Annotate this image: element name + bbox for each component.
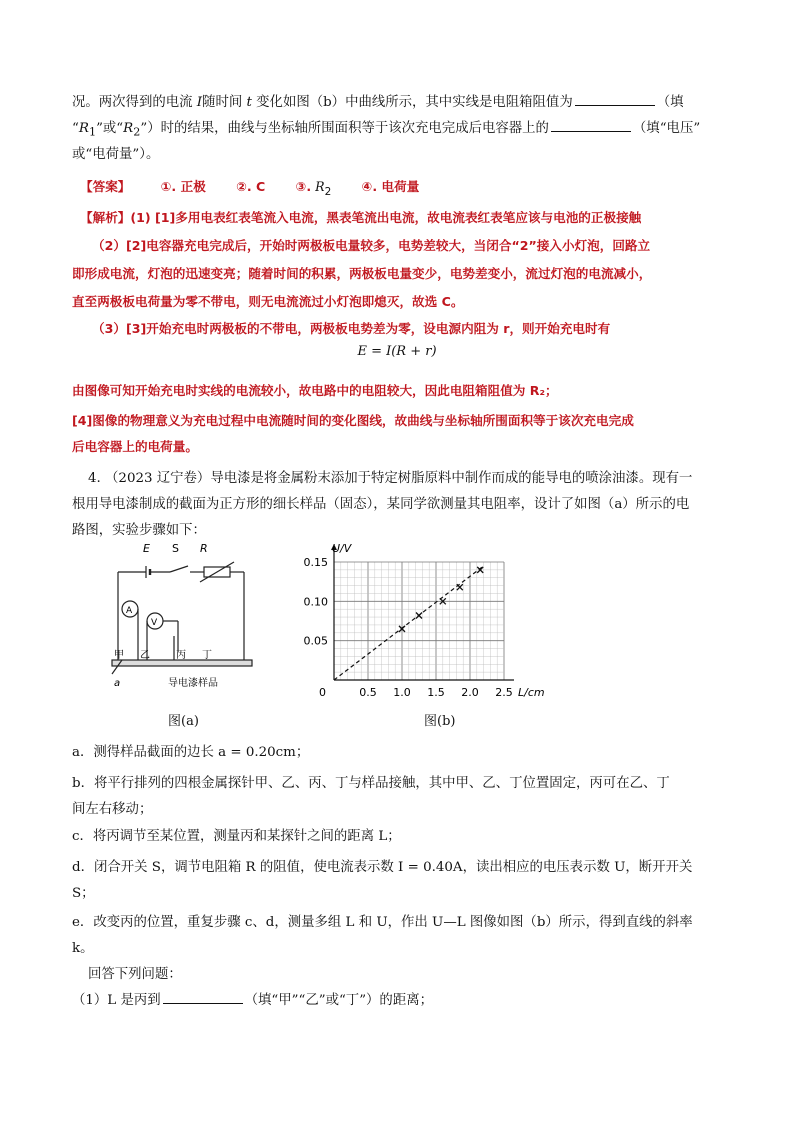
- question-line: 根用导电漆制成的截面为正方形的细长样品（固态），某同学欲测量其电阻率，设计了如图（a）所示的电: [72, 497, 690, 512]
- x-tick-label: 2.0: [461, 686, 479, 699]
- var-t: t: [246, 95, 252, 110]
- y-axis-label: U/V: [332, 542, 352, 555]
- answer-blank[interactable]: [163, 989, 243, 1004]
- step-e: e．改变丙的位置，重复步骤 c、d，测量多组 L 和 U，作出 U—L 图像如图（b）所示，得到直线的斜率: [72, 915, 693, 930]
- label-a: a: [114, 678, 121, 689]
- y-tick-label: 0.15: [303, 556, 328, 569]
- y-tick-label: 0.10: [303, 595, 328, 609]
- figure-a-caption: 图(a): [168, 714, 199, 729]
- question-line: 4. （2023 辽宁卷）导电漆是将金属粉末添加于特定树脂原料中制作而成的能导电的喷涂油漆。现有一: [88, 471, 693, 486]
- analysis-line: （3）[3]开始充电时两极板的不带电，两极板电势差为零，设电源内阻为 r，则开始充电时有: [92, 321, 611, 336]
- answer-blank[interactable]: [575, 91, 655, 106]
- step-e-cont: k。: [72, 941, 94, 956]
- analysis-line: 后电容器上的电荷量。: [72, 439, 198, 454]
- paragraph-line: 况。两次得到的电流 I随时间 t 变化如图（b）中曲线所示，其中实线是电阻箱阻值为 （填: [72, 90, 732, 116]
- step-a: a．测得样品截面的边长 a = 0.20cm；: [72, 745, 310, 760]
- analysis-line: 即形成电流，灯泡的迅速变亮；随着时间的积累，两极板电量变少，电势差变小，流过灯泡的电流减小，: [72, 266, 652, 281]
- origin-label: 0: [319, 686, 326, 699]
- probe-jia: 甲: [114, 650, 124, 661]
- analysis-line: （2）[2]电容器充电完成后，开始时两极板电量较多，电势差较大，当闭合“2”接入小灯泡，回路立: [92, 238, 651, 253]
- subquestion-1: （1）L 是丙到 （填“甲”“乙”或“丁”）的距离；: [72, 988, 732, 1014]
- x-axis-label: L/cm: [518, 686, 545, 699]
- step-b: b．将平行排列的四根金属探针甲、乙、丙、丁与样品接触，其中甲、乙、丁位置固定，丙可在乙、丁: [72, 776, 670, 791]
- analysis-line: 直至两极板电荷量为零不带电，则无电流流过小灯泡即熄灭，故选 C。: [72, 294, 464, 309]
- step-b-cont: 间左右移动；: [72, 802, 153, 817]
- step-c: c．将丙调节至某位置，测量丙和某探针之间的距离 L；: [72, 829, 401, 844]
- var-i: I: [196, 95, 203, 110]
- answer-blank[interactable]: [551, 117, 631, 132]
- sample-label: 导电漆样品: [168, 678, 218, 689]
- answer-line: 【答案】 ①. 正极 ②. C ③. $R_2$ ④. 电荷量: [80, 179, 420, 198]
- data-point: [416, 612, 422, 618]
- label-S: S: [172, 542, 179, 555]
- equation: E = I(R + r): [357, 344, 437, 359]
- y-tick-label: 0.05: [303, 634, 328, 648]
- analysis-line: [4]图像的物理意义为充电过程中电流随时间的变化图线，故曲线与坐标轴所围面积等于该次充电完成: [72, 413, 634, 428]
- analysis-line: 由图像可知开始充电时实线的电流较小，故电路中的电阻较大，因此电阻箱阻值为 R₂；: [72, 383, 558, 398]
- x-tick-label: 0.5: [359, 686, 377, 699]
- answer-prompt: 回答下列问题：: [88, 967, 182, 982]
- step-d-cont: S；: [72, 886, 95, 901]
- label-E: E: [143, 542, 150, 555]
- probe-yi: 乙: [140, 650, 150, 661]
- figure-b-caption: 图(b): [424, 714, 456, 729]
- probe-bing: 丙: [176, 650, 186, 661]
- circuit-diagram: [108, 540, 258, 700]
- analysis-line: 【解析】(1) [1]多用电表红表笔流入电流，黑表笔流出电流，故电流表红表笔应该与电池的正极接触: [80, 210, 642, 225]
- ul-chart: [300, 540, 545, 702]
- paragraph-line: “$R_1$”或“$R_2$”）时的结果，曲线与坐标轴所围面积等于该次充电完成后电容器上的 （填“电压”: [72, 116, 732, 146]
- label-R: R: [200, 542, 208, 555]
- data-point: [457, 584, 463, 590]
- step-d: d．闭合开关 S，调节电阻箱 R 的阻值，使电流表示数 I = 0.40A，读出相应的电压表示数 U，断开开关: [72, 860, 693, 875]
- voltmeter-label: V: [151, 618, 158, 628]
- x-tick-label: 1.0: [393, 686, 411, 699]
- paragraph-line: 或“电荷量”）。: [72, 147, 160, 162]
- ammeter-label: A: [126, 606, 133, 616]
- x-tick-label: 2.5: [495, 686, 513, 699]
- question-line: 路图，实验步骤如下：: [72, 523, 206, 538]
- x-tick-label: 1.5: [427, 686, 445, 699]
- answer-label: 【答案】: [80, 179, 131, 194]
- probe-ding: 丁: [202, 650, 212, 661]
